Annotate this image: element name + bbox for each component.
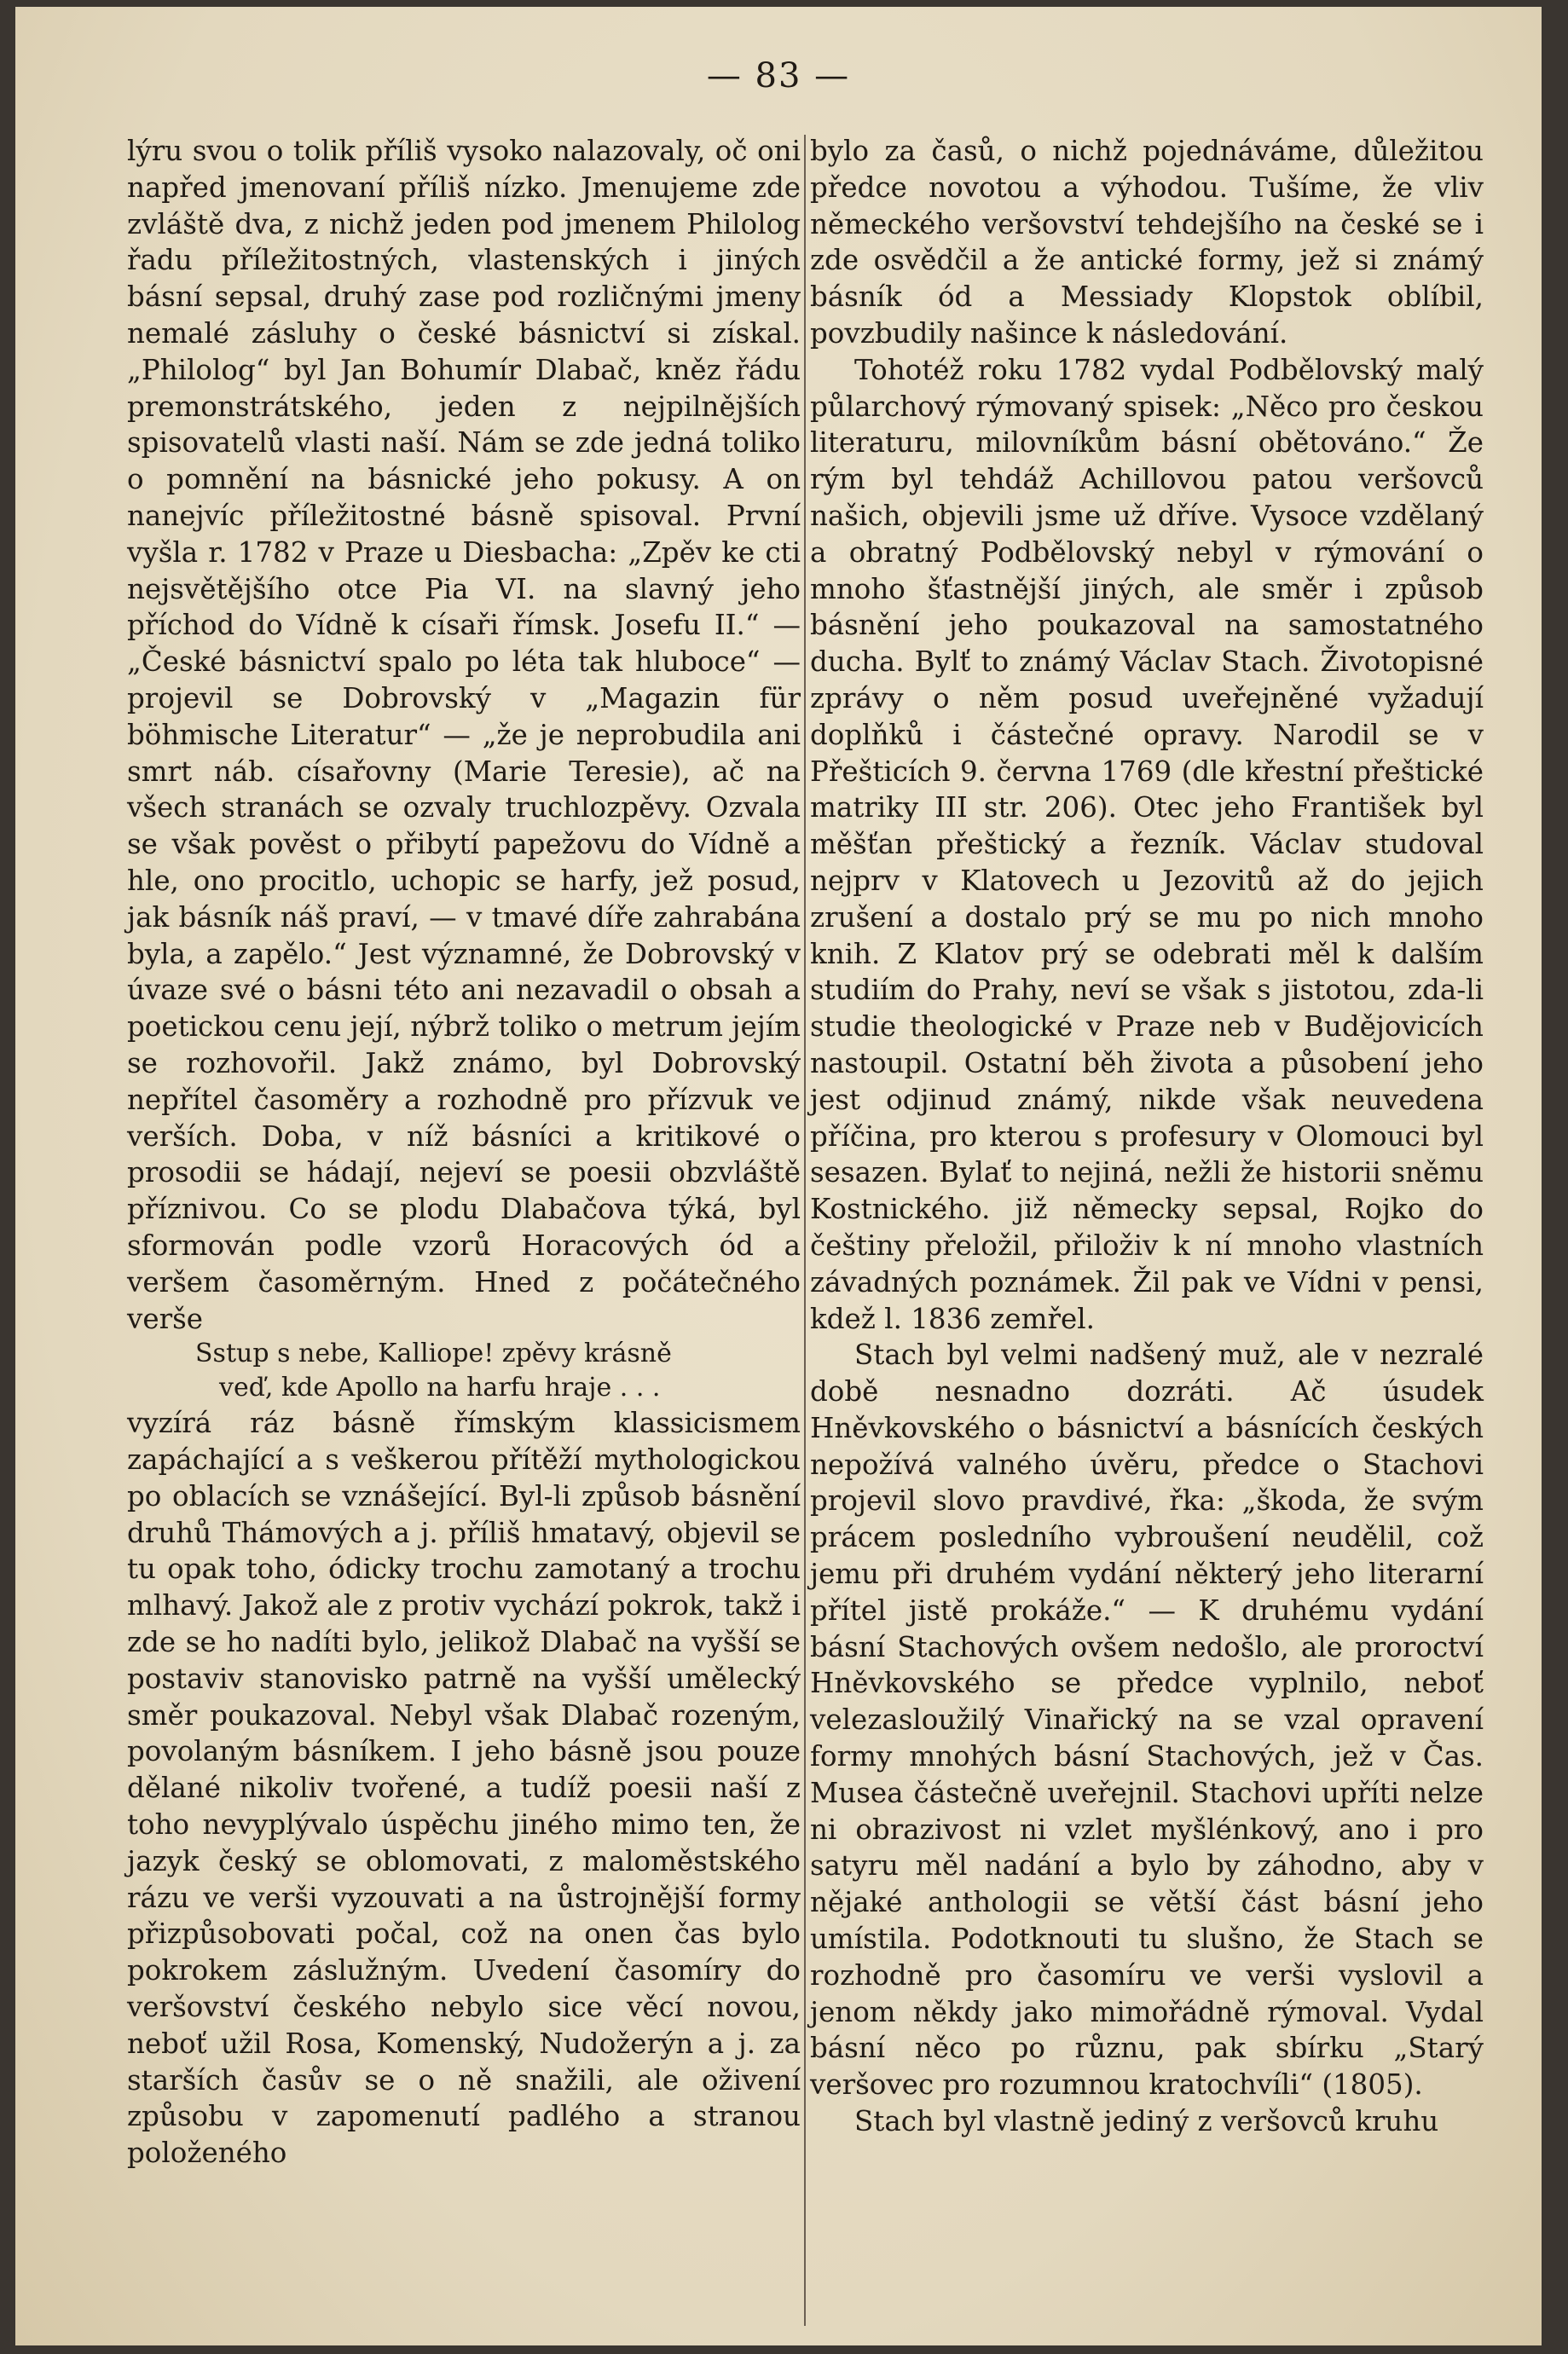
verse-line-2: veď, kde Apollo na harfu hraje . . . <box>219 1373 661 1403</box>
right-paragraph-3: Stach byl velmi nadšený muž, ale v nezralé době nesnadno dozráti. Ač úsudek Hněvkovského o básnictví a básnících českých nepožívá valného úvěru, předce o Stachovi projevil slovo pravdivé, řka: „škoda, že svým prácem posledního vybroušení neudělil, což jemu při druhém vydání některý jeho literarní přítel jistě prokáže.“ — K druhému vydání básní Stachových ovšem nedošlo, ale proroctví Hněvkovského se předce vyplnilo, neboť velezasloužilý Vinařický na se vzal opravení formy mnohých básní Stachových, jež v Čas. Musea částečně uveřejnil. Stachovi upříti nelze ni obrazivost ni vzlet myšlénkový, ano i pro satyru měl nadání a bylo by záhodno, aby v nějaké anthologii se větší část básní jeho umístila. Podotknouti tu slušno, že Stach se rozhodně pro časomíru ve verši vyslovil a jenom někdy jako mimořádně rýmoval. Vydal básní něco po různu, pak sbírku „Starý veršovec pro rozumnou kratochvíli“ (1805). <box>810 1339 1484 2102</box>
left-paragraph-1: lýru svou o tolik příliš vysoko nalazovaly, oč oni napřed jmenovaní příliš nízko. Jmenujeme zde zvláště dva, z nichž jeden pod jmenem Philolog řadu příležitostných, vlastenských i jiných básní sepsal, druhý zase pod rozličnými jmeny nemalé zásluhy o české básnictví si získal. „Philolog“ byl Jan Bohumír Dlabač, kněz řádu premonstrátského, jeden z nejpilnějších spisovatelů vlasti naší. Nám se zde jedná toliko o pomnění na básnické jeho pokusy. A on nanejvíc příležitostné básně spisoval. První vyšla r. 1782 v Praze u Diesbacha: „Zpěv ke cti nejsvětějšího otce Pia VI. na slavný jeho příchod do Vídně k císaři římsk. Josefu II.“ — „České básnictví spalo po léta tak hluboce“ — projevil se Dobrovský v „Magazin für böhmische Literatur“ — „že je neprobudila ani smrt náb. císařovny (Marie Teresie), ač na všech stranách se ozvaly truchlozpěvy. Ozvala se však pověst o přibytí papežovu do Vídně a hle, ono procitlo, uchopic se harfy, jež posud, jak básník náš praví, — v tmavé díře zahrabána byla, a zapělo.“ Jest významné, že Dobrovský v úvaze své o básni této ani nezavadil o obsah a poetickou cenu její, nýbrž toliko o metrum jejím se rozhovořil. Jakž známo, byl Dobrovský nepřítel časoměry a rozhodně pro přízvuk ve verších. Doba, v níž básníci a kritikové o prosodii se hádají, nejeví se poesii obzvláště příznivou. Co se plodu Dlabačova týká, byl sformován podle vzorů Horacových ód a veršem časoměrným. Hned z počátečného verše <box>127 135 801 1335</box>
page-number: — 83 — <box>706 56 851 95</box>
verse-quote <box>195 1337 801 1405</box>
right-paragraph-1: bylo za časů, o nichž pojednáváme, důležitou předce novotou a výhodou. Tušíme, že vliv německého veršovství tehdejšího na české se i zde osvědčil a že antické formy, jež si známý básník ód a Messiady Klopstok oblíbil, povzbudily našince k následování. <box>810 135 1484 350</box>
left-column <box>127 133 801 2172</box>
left-paragraph-2: vyzírá ráz básně římským klassicismem zapáchající a s veškerou přítěží mythologickou po oblacích se vznášející. Byl-li způsob básnění druhů Thámových a j. příliš hmatavý, objevil se tu opak toho, ódicky trochu zamotaný a trochu mlhavý. Jakož ale z protiv vychází pokrok, takž i zde se ho nadíti bylo, jelikož Dlabač na vyšší se postaviv stanovisko patrně na vyšší umělecký směr poukazoval. Nebyl však Dlabač rozeným, povolaným básníkem. I jeho básně jsou pouze dělané nikoliv tvořené, a tudíž poesii naší z toho nevyplývalo úspěchu jiného mimo ten, že jazyk český se oblomovati, z maloměstského rázu ve verši vyzouvati a na ůstrojnější formy přizpůsobovati počal, což na onen čas bylo pokrokem záslužným. Uvedení časomíry do veršovství českého nebylo sice věcí novou, neboť užil Rosa, Komenský, Nudožerýn a j. za starších časův se o ně snažili, ale oživení způsobu v zapomenutí padlého a stranou položeného <box>127 1407 801 2170</box>
verse-line-1: Sstup s nebe, Kalliope! zpěvy krásně <box>195 1339 672 1369</box>
right-column <box>810 133 1484 2140</box>
column-divider <box>804 135 806 2326</box>
right-paragraph-2: Tohotéž roku 1782 vydal Podbělovský malý půlarchový rýmovaný spisek: „Něco pro českou literaturu, milovníkům básní obětováno.“ Že rým byl tehdáž Achillovou patou veršovců našich, objevili jsme už dříve. Vysoce vzdělaný a obratný Podbělovský nebyl v rýmování o mnoho šťastnější jiných, ale směr i způsob básnění jeho poukazoval na samostatného ducha. Bylť to známý Václav Stach. Životopisné zprávy o něm posud uveřejněné vyžadují doplňků i částečné opravy. Narodil se v Přešticích 9. června 1769 (dle křestní přeštické matriky III str. 206). Otec jeho František byl měšťan přeštický a řezník. Václav studoval nejprv v Klatovech u Jezovitů až do jejich zrušení a dostalo prý se mu po nich mnoho knih. Z Klatov prý se odebrati měl k dalším studiím do Prahy, neví se však s jistotou, zda-li studie theologické v Praze neb v Budějovicích nastoupil. Ostatní běh života a působení jeho jest odjinud známý, nikde však neuvedena příčina, pro kterou s profesury v Olomouci byl sesazen. Bylať to nejiná, nežli že historii sněmu Kostnického. již německy sepsal, Rojko do češtiny přeložil, přiloživ k ní mnoho vlastních závadných poznámek. Žil pak ve Vídni v pensi, kdež l. 1836 zemřel. <box>810 353 1484 1335</box>
right-paragraph-4: Stach byl vlastně jediný z veršovců kruhu <box>854 2105 1439 2138</box>
book-page <box>15 7 1542 2345</box>
